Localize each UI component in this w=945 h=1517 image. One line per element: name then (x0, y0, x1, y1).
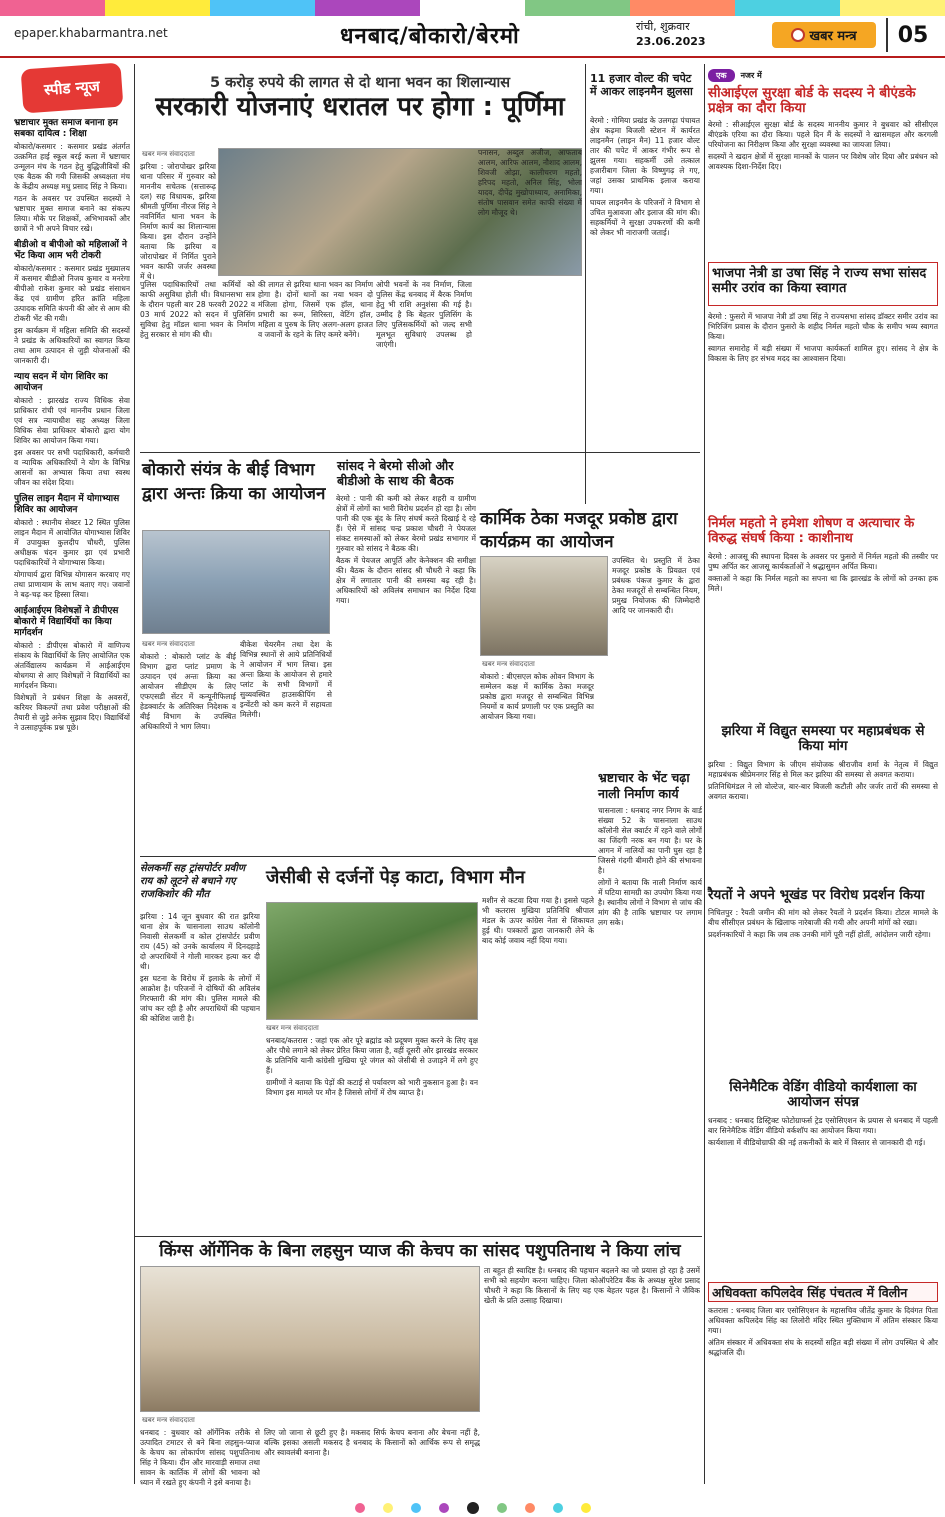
bsl-body: बोकारो : बोकारो प्लांट के बीई विभाग द्वारा प्लांट प्रमाण के उत्पादन एवं अन्तः क्रिया का आयोजन सीडीएम के लिए एफएसडी सेंटर में कन्यूनीफिलाई हेडक्वार्टर के अतिरिक्त निदेशक व बीई विभाग के उपस्थित अधिकारियों ने भाग लिया। (140, 652, 236, 731)
sidebar-body: बोकारो : झारखंड राज्य विधिक सेवा प्राधिकार रांची एवं माननीय प्रधान जिला एवं सत्र न्यायाधीश सह अध्यक्ष जिला विधिक सेवा प्राधिकार बोकारो द्वारा योग शिविर का आयोजन किया गया। (14, 396, 130, 445)
contract-photo (480, 556, 608, 656)
masthead (0, 16, 945, 58)
byline: खबर मन्त्र संवाददाता (142, 1416, 195, 1424)
bsl-photo (142, 530, 330, 634)
section-divider (134, 1236, 702, 1237)
page-number: 05 (886, 18, 938, 52)
drain-headline: भ्रष्टाचार के भेंट चढ़ा नाली निर्माण कार्य (598, 770, 690, 801)
rc-headline-1: सीआईएल सुरक्षा बोर्ड के सदस्य ने बीएंडके प्रक्षेत्र का दौरा किया (708, 85, 916, 116)
lead-body-col1: झरिया : जोरापोखर झरिया थाना परिसर में गुरुवार को माननीय सचेतक (सत्तारूढ़ दल) सह विधायक, झरिया श्रीमती पूर्णिमा नीरज सिंह ने नवनिर्मित थाना भवन के निर्माण कार्य का शिलान्यास किया। इस दौरान उन्होंने बताया कि झरिया व जोरापोखर में निर्मित पुराने भवन काफी जर्जर अवस्था में थे। (140, 162, 216, 281)
section-label (708, 68, 936, 82)
transporter-body: झरिया : 14 जून बुधवार की रात झरिया थाना क्षेत्र के चासनाला साउथ कॉलोनी निवासी सेलकर्मी व कोल ट्रांसपोर्टर प्रवीण राय (45) को उनके कार्यालय में दिनदहाड़े दो अपराधियों ने गोली मारकर हत्या कर दी थी। इस घटना के विरोध में इलाके के लोगों में आक्रोश है। परिजनों ने दोषियों की अविलंब गिरफ्तारी की मांग की। पुलिस मामले की जांच कर रही है और अपराधियों की पहचान की कोशिश जारी है। (140, 912, 260, 1023)
sidebar-headline: न्याय सदन में योग शिविर का आयोजन (14, 372, 108, 393)
site-url[interactable]: epaper.khabarmantra.net (14, 26, 168, 40)
bsl-body-cont: बीकेश चेयरमैन तथा देश के विभिन्न स्थानों से आये प्रतिनिधियों ने आयोजन में भाग लिया। इस अन्तः क्रिया के आयोजन से हमारे प्लांट के सभी विभागों में सुव्यवस्थित हाउसकीपिंग से इन्वेंटरी को कम करने में सहायता मिलेगी। (240, 640, 332, 719)
contract-headline: कार्मिक ठेका मजदूर प्रकोष्ठ द्वारा कार्यक्रम का आयोजन (480, 509, 678, 552)
lead-body-col3: की लागत से झरिया थाना भवन का निर्माण होगा है। दोनों थानों का नया भवन दो मंजिला होगा, जिसमें एक हॉल, थाना प्रभारी का रूम, सिरिस्ता, वेटिंग हॉल, महिला व पुरुष के लिए अलग-अलग हाजत व जवानों के रहने के लिए कमरे बनेंगे। (258, 280, 373, 339)
trees-body-cont: मशीन से कटवा दिया गया है। इससे पहले भी कतरास मुखिया प्रतिनिधि श्रीपाल मंडल के ऊपर कांग्रेस नेता से शिकायत हुई थी। पत्रकारों द्वारा जानकारी लेने के बाद कोई जवाब नहीं दिया गया। (482, 896, 594, 945)
sidebar-headline: बीडीओ व बीपीओ को महिलाओं ने भेंट किया आम भरी टोकरी (14, 240, 127, 261)
sidebar-headline: आईआईएम विशेषज्ञों ने डीपीएस बोकारो में विद्यार्थियों का किया मार्गदर्शन (14, 606, 119, 638)
lead-headline: सरकारी योजनाएं धरातल पर होगा : पूर्णिमा (155, 92, 565, 122)
lead-kicker: 5 करोड़ रुपये की लागत से दो थाना भवन का शिलान्यास (209, 75, 511, 91)
rc-headline-6: सिनेमैटिक वेडिंग वीडियो कार्यशाला का आयोजन संपन्न (729, 1079, 917, 1110)
sidebar-headline: भ्रष्टाचार मुक्त समाज बनाना हम सबका दायित्व : शिक्षा (14, 118, 118, 139)
kings-body: धनबाद : बुधवार को ऑर्गेनिक तरीके से उत्पादित टमाटर से बने बिना लहसुन-प्याज के केचप का लोकार्पण सांसद पशुपतिनाथ सिंह ने किया। दीन और मारवाड़ी समाज तथा सावन के कार्तिक में लोगों की भावना को ध्यान में रखते हुए कंपनी ने इसे बनाया है। (140, 1428, 260, 1487)
byline: खबर मन्त्र संवाददाता (482, 660, 535, 668)
mp-body: बेरमो : पानी की कमी को लेकर शहरी व ग्रामीण क्षेत्रों में लोगों का भारी विरोध प्रदर्शन हो रहा है। लोग पानी की एक बूंद के लिए संघर्ष करते दिखाई दे रहे हैं। ऐसे में सांसद चन्द्र प्रकाश चौधरी ने पेयजल संकट समस्याओं को लेकर बेरमो प्रखंड सभागार में गुरुवार को सांसद ने बैठक की। बैठक में पेयजल आपूर्ति और केनेक्शन की समीक्षा की। बैठक के दौरान सांसद श्री चौधरी ने कहा कि क्षेत्र में लगातार पानी की समस्या बढ़ रही है। अधिकारियों को अविलंब समाधान का निर्देश दिया गया। (336, 494, 476, 605)
rc-body-3: बेरमो : आजसू की स्थापना दिवस के अवसर पर फुसरो में निर्मल महतो की तस्वीर पर पुष्प अर्पित कर आजसू कार्यकर्ताओं ने श्रद्धासुमन अर्पित किया। वक्ताओं ने कहा कि निर्मल महतो का सपना था कि झारखंड के लोगों को उनका हक मिले। (708, 552, 938, 593)
rc-headline-2: भाजपा नेत्री डा उषा सिंह ने राज्य सभा सांसद समीर उरांव का किया स्वागत (712, 266, 927, 296)
contract-body: बोकारो : बीएसएल कोक ओवन विभाग के सम्मेलन कक्ष में कार्मिक ठेका मजदूर प्रकोष्ठ द्वारा मजदूर से सम्बन्धित विभिन्न नियमों व कार्य प्रणाली पर एक प्रस्तुति का आयोजन किया गया। (480, 672, 594, 721)
brand-icon (791, 28, 805, 42)
rc-body-5: निचितपुर : रैयती जमीन की मांग को लेकर रैयतों ने प्रदर्शन किया। टोटल मामले के बीच सीसीएल प्रबंधन के खिलाफ नारेबाजी की गयी और अपनी मांगों को रखा। प्रदर्शनकारियों ने कहा कि जब तक उनकी मांगें पूरी नहीं होतीं, आंदोलन जारी रहेगा। (708, 908, 938, 939)
sidebar-body: बोकारो : स्थानीय सेक्टर 12 स्थित पुलिस लाइन मैदान में आयोजित योगाभ्यास शिविर में उपायुक्त कुलदीप चौधरी, पुलिस अधीक्षक चंदन कुमार झा एवं प्रभारी पदाधिकारियों ने योगाभ्यास किया। (14, 518, 130, 567)
edition-title: धनबाद/बोकारो/बेरमो (340, 24, 520, 49)
trees-headline: जेसीबी से दर्जनों पेड़ काटा, विभाग मौन (266, 867, 525, 888)
rc-body-6: धनबाद : धनबाद डिस्ट्रिक्ट फोटोग्राफर्स ट्रेड एसोसिएशन के प्रयास से धनबाद में पहली बार सिनेमैटिक वेडिंग वीडियो वर्कशॉप का आयोजन किया गया। कार्यशाला में वीडियोग्राफी की नई तकनीकों के बारे में विस्तार से जानकारी दी गई। (708, 1116, 938, 1147)
drain-body: चासनाला : धनबाद नगर निगम के वार्ड संख्या 52 के चासनाला साउथ कॉलोनी सेल क्वार्टर में रहने वाले लोगों का जिंदगी नरक बन गया है। घर के आगन में नालियों का पानी घुस रहा है जिससे गंदगी बीमारी होने की संभावना है। लोगों ने बताया कि नाली निर्माण कार्य में घटिया सामग्री का उपयोग किया गया है। स्थानीय लोगों ने विभाग से जांच की मांग की है ताकि भ्रष्टाचार पर लगाम लग सके। (598, 806, 702, 927)
rc-body-2: बेरमो : फुसरो में भाजपा नेत्री डॉ उषा सिंह ने राज्यसभा सांसद डॉक्टर समीर उरांव का भिरिजिंग प्रवास के दौरान फुसरो के शहीद निर्मल महतो चौक के समीप भव्य स्वागत किया। स्वागत समारोह में बड़ी संख्या में भाजपा कार्यकर्ता शामिल हुए। सांसद ने क्षेत्र के विकास के लिए हर संभव मदद का आश्वासन दिया। (708, 312, 938, 363)
rc-headline-4: झरिया में विद्युत समस्या पर महाप्रबंधक से किया मांग (721, 723, 925, 754)
dateline (636, 19, 706, 49)
bsl-headline: बोकारो संयंत्र के बीई विभाग द्वारा अन्तः क्रिया का आयोजन (142, 460, 326, 504)
speed-news-column: भ्रष्टाचार मुक्त समाज बनाना हम सबका दायित्व : शिक्षा बोकारो/कसमार : कसमार प्रखंड अंतर्गत उत्क्रमित हाई स्कूल बरई कला में भ्रष्टाचार उन्मूलन मंच के गठन हेतु बुद्धिजीवियों की एक बैठक की गयी जिसकी अध्यक्षता मंच के केंद्रीय अध्यक्ष मधु प्रसाद सिंह ने किया। गठन के अवसर पर उपस्थित सदस्यों ने भ्रष्टाचार मुक्त समाज बनाने का संकल्प लिया। मौके पर शिक्षकों, अभिभावकों और छात्रों ने भी अपने विचार रखे। बीडीओ व बीपीओ को महिलाओं ने भेंट किया आम भरी टोकरी बोकारो/कसमार : कसमार प्रखंड मुख्यालय में कसमार बीडीओ निजय कुमार व मनरेगा बीपीओ राकेश कुमार को प्रखंड संसाधन केंद्र एवं ग्रामीण हरित क्रांति महिला उत्पादक समिति कंपनी की ओर से आम की टोकरी भेंट की गयी। इस कार्यक्रम में महिला समिति की सदस्यों ने प्रखंड के अधिकारियों का स्वागत किया तथा आम उत्पादन से जुड़ी योजनाओं की जानकारी दी। न्याय सदन में योग शिविर का आयोजन बोकारो : झारखंड राज्य विधिक सेवा प्राधिकार रांची एवं माननीय प्रधान जिला एवं सत्र न्यायाधीश सह अध्यक्ष जिला विधिक सेवा प्राधिकार बोकारो द्वारा योग शिविर का आयोजन किया गया। इस अवसर पर सभी पदाधिकारी, कर्मचारी व न्यायिक अधिकारियों ने योग के विभिन्न आसनों का अभ्यास किया तथा स्वस्थ जीवन का संदेश दिया। पुलिस लाइन मैदान में योगाभ्यास शिविर का आयोजन बोकारो : स्थानीय सेक्टर 12 स्थित पुलिस लाइन मैदान में आयोजित योगाभ्यास शिविर में उपायुक्त कुलदीप चौधरी, पुलिस अधीक्षक चंदन कुमार झा एवं प्रभारी पदाधिकारियों ने योगाभ्यास किया। योगाचार्य द्वारा विभिन्न योगासन करवाए गए तथा प्राणायाम के लाभ बताए गए। जवानों ने बढ़-चढ़ कर हिस्सा लिया। आईआईएम विशेषज्ञों ने डीपीएस बोकारो में विद्यार्थियों का किया मार्गदर्शन बोकारो : डीपीएस बोकारो में वाणिज्य संकाय के विद्यार्थियों के लिए आयोजित एक अंतर्विद्यालय कार्यक्रम में आईआईएम बोधगया से आए विशेषज्ञों ने विद्यार्थियों का मार्गदर्शन किया। विशेषज्ञों ने प्रबंधन शिक्षा के अवसरों, करियर विकल्पों तथा प्रवेश परीक्षाओं की तैयारी से जुड़े अनेक सुझाव दिए। विद्यार्थियों ने उत्साहपूर्वक प्रश्न पूछे। (14, 118, 130, 732)
crosshair-icon (467, 1502, 479, 1514)
city-day: रांची, शुक्रवार (636, 20, 690, 33)
kings-body-side: ता बहुत ही स्वादिष्ट है। धनबाद की पहचान बदलने का जो प्रयास हो रहा है उसमें सभी को सहयोग करना चाहिए। जिला कोऑपरेटिव बैंक के अध्यक्ष सुरेश प्रसाद चौधरी ने कहा कि किसानों के लिए यह एक बेहतर पहल है। किसानों ने जैविक खेती के प्रति उत्साह दिखाया। (484, 1266, 700, 1305)
rc-body-1: बेरमो : सीआईएल सुरक्षा बोर्ड के सदस्य माननीय कुमार ने बुधवार को सीसीएल बीएंडके एरिया का दौरा किया। पहले दिन मैं के सदस्यों ने खासमहल और करगली परियोजना का निरीक्षण किया और सुरक्षा व्यवस्था का जायजा लिया। सदस्यों ने खदान क्षेत्रों में सुरक्षा मानकों के पालन पर विशेष जोर दिया और प्रबंधन को आवश्यक दिशा-निर्देश दिए। (708, 120, 938, 171)
date: 23.06.2023 (636, 35, 706, 48)
transporter-headline: सेलकर्मी सह ट्रांसपोर्टर प्रवीण राय को लूटने से बचाने गए राजकिशोर की मौत (140, 863, 246, 900)
kings-headline: किंग्स ऑर्गेनिक के बिना लहसुन प्याज की केचप का सांसद पशुपतिनाथ ने किया लांच (159, 1241, 681, 1261)
brand-name: खबर मन्त्र (809, 29, 857, 44)
byline: खबर मन्त्र संवाददाता (142, 640, 195, 648)
brand-logo (772, 22, 876, 48)
byline: खबर मन्त्र संवाददाता (142, 150, 195, 158)
rc-headline-3: निर्मल महतो ने हमेशा शोषण व अत्याचार के विरुद्ध संघर्ष किया : काशीनाथ (708, 516, 915, 546)
sidebar-headline: पुलिस लाइन मैदान में योगाभ्यास शिविर का आयोजन (14, 494, 120, 515)
mp-headline: सांसद ने बेरमो सीओ और बीडीओ के साथ की बैठक (337, 458, 454, 488)
rc-body-7: कतरास : धनबाद जिला बार एसोसिएशन के महासचिव जीतेंद्र कुमार के दिवंगत पिता अधिवक्ता कपिलदेव सिंह का लिलोरी मंदिर स्थित मुक्तिधाम में अंतिम संस्कार किया गया। अंतिम संस्कार में अधिवक्ता संघ के सदस्यों सहित बड़ी संख्या में लोग उपस्थित थे और श्रद्धांजलि दी। (708, 1306, 938, 1357)
section-pill: एक (708, 69, 735, 82)
sidebar-body: बोकारो/कसमार : कसमार प्रखंड अंतर्गत उत्क्रमित हाई स्कूल बरई कला में भ्रष्टाचार उन्मूलन मंच के गठन हेतु बुद्धिजीवियों की एक बैठक की गयी जिसकी अध्यक्षता मंच के केंद्रीय अध्यक्ष मधु प्रसाद सिंह ने किया। (14, 142, 130, 191)
rc-body-4: झरिया : विद्युत विभाग के जीएम संयोजक श्रीराजीव शर्मा के नेतृत्व में विद्युत महाप्रबंधक श्रीप्रेमनगर सिंह से मिल कर झरिया की समस्या से अवगत कराया। प्रतिनिधिमंडल ने लो वोल्टेज, बार-बार बिजली कटौती और जर्जर तारों की समस्या से अवगत कराया। (708, 760, 938, 801)
section-divider (140, 856, 596, 857)
lead-body-col5: पनासन, अब्दुल अजीज, आफताब आलम, आरिफ आलम, नौशाद आलम, शिवजी ओझा, कालीचरण महतो, हरिपद महतो, अनिल सिंह, भोला यादव, दीपेंद्र मुखोपाध्याय, अनामिका, संतोष पासवान समेत काफी संख्या में लोग मौजूद थे। (478, 148, 582, 217)
section-title: नजर में (740, 70, 762, 80)
byline: खबर मन्त्र संवाददाता (266, 1024, 319, 1032)
lead-body-col4: ओपी भवनों के नव निर्माण, जिला पुलिस केंद्र धनबाद में बैरक निर्माण हेतु भी राशि अनुशंसा की गई है। उम्मीद है कि बेहतर पुलिसिंग के लिए पुलिसकर्मियों को जल्द सभी मूलभूत सुविधाएं उपलब्ध हो जाएंगी। (376, 280, 472, 349)
sidebar-body: बोकारो/कसमार : कसमार प्रखंड मुख्यालय में कसमार बीडीओ निजय कुमार व मनरेगा बीपीओ राकेश कुमार को प्रखंड संसाधन केंद्र एवं ग्रामीण हरित क्रांति महिला उत्पादक समिति कंपनी की ओर से आम की टोकरी भेंट की गयी। (14, 264, 130, 323)
lead-body-col2: पुलिस पदाधिकारियों तथा कर्मियों को काफी असुविधा होती थी। विधानसभा सत्र के दौरान पहली बार 28 फरवरी 2022 व 03 मार्च 2022 को सदन में पुलिसिंग सुविधा हेतु मॉडल थाना भवन के निर्माण हेतु सरकार से मांग की थी। (140, 280, 255, 339)
column-divider (704, 64, 705, 1484)
kings-body-cont: लिए जो जाना से छूटी हुए है। मकसद सिर्फ केचप बनाना और बेचना नहीं है, बल्कि इसका असली मकसद है धनबाद के किसानों को आर्थिक रूप से समृद्ध और स्वावलंबी बनाना है। (264, 1428, 480, 1457)
column-divider (585, 64, 586, 504)
sidebar-body: बोकारो : डीपीएस बोकारो में वाणिज्य संकाय के विद्यार्थियों के लिए आयोजित एक अंतर्विद्यालय कार्यक्रम में आईआईएम बोधगया से आए विशेषज्ञों ने विद्यार्थियों का मार्गदर्शन किया। (14, 641, 130, 690)
power-body: बेरमो : गोमिया प्रखंड के उलगढ़ा पंचायत क्षेत्र कढ़मा बिजली स्टेशन में कार्यरत लाइनमैन (लाइन मैन) 11 हजार वोल्ट तार की चपेट में आकर गंभीर रूप से झुलस गया। सहकर्मी उसे तत्काल हजारीबाग जिला के विष्णुगढ़ ले गए, जहां उसका प्राथमिक इलाज कराया गया। घायल लाइनमैन के परिजनों ने विभाग से उचित मुआवजा और इलाज की मांग की। सहकर्मियों ने सुरक्षा उपकरणों की कमी को लेकर भी नाराजगी जताई। (590, 116, 700, 237)
trees-photo (266, 902, 478, 1020)
rc-headline-5: रैयतों ने अपने भूखंड पर विरोध प्रदर्शन किया (708, 887, 925, 903)
color-registration-strip (0, 0, 945, 16)
rc-headline-7: अधिवक्ता कपिलदेव सिंह पंचतत्व में विलीन (712, 1285, 908, 1300)
column-divider (134, 64, 135, 1484)
speed-news-badge: स्पीड न्यूज (21, 63, 124, 114)
section-divider (140, 452, 700, 453)
registration-marks (0, 1499, 945, 1517)
trees-body: धनबाद/कतरास : जहां एक ओर पूरे ब्रह्मांड को प्रदूषण मुक्त करने के लिए वृक्ष और पौधे लगाने को लेकर प्रेरित किया जाता है, वहीं दूसरी ओर झारखंड सरकार के प्रतिनिधि यानी कांग्रेसी मुखिया पूरे जंगल को जेसीबी से उजाड़ने में लगे हुए हैं। ग्रामीणों ने बताया कि पेड़ों की कटाई से पर्यावरण को भारी नुकसान हुआ है। वन विभाग इस मामले पर मौन है जिससे लोगों में रोष व्याप्त है। (266, 1036, 478, 1097)
power-headline: 11 हजार वोल्ट की चपेट में आकर लाइनमैन झुलसा (590, 72, 693, 98)
kings-photo (140, 1266, 480, 1412)
contract-side: उपस्थित थे। प्रस्तुति में ठेका मजदूर प्रकोष्ठ के प्रियव्रत एवं प्रबंधक पंकज कुमार के द्वारा ठेका मजदूरों से सम्बन्धित नियम, प्रमुख नियोजक की जिम्मेदारी आदि पर जानकारी दी। (612, 556, 700, 615)
